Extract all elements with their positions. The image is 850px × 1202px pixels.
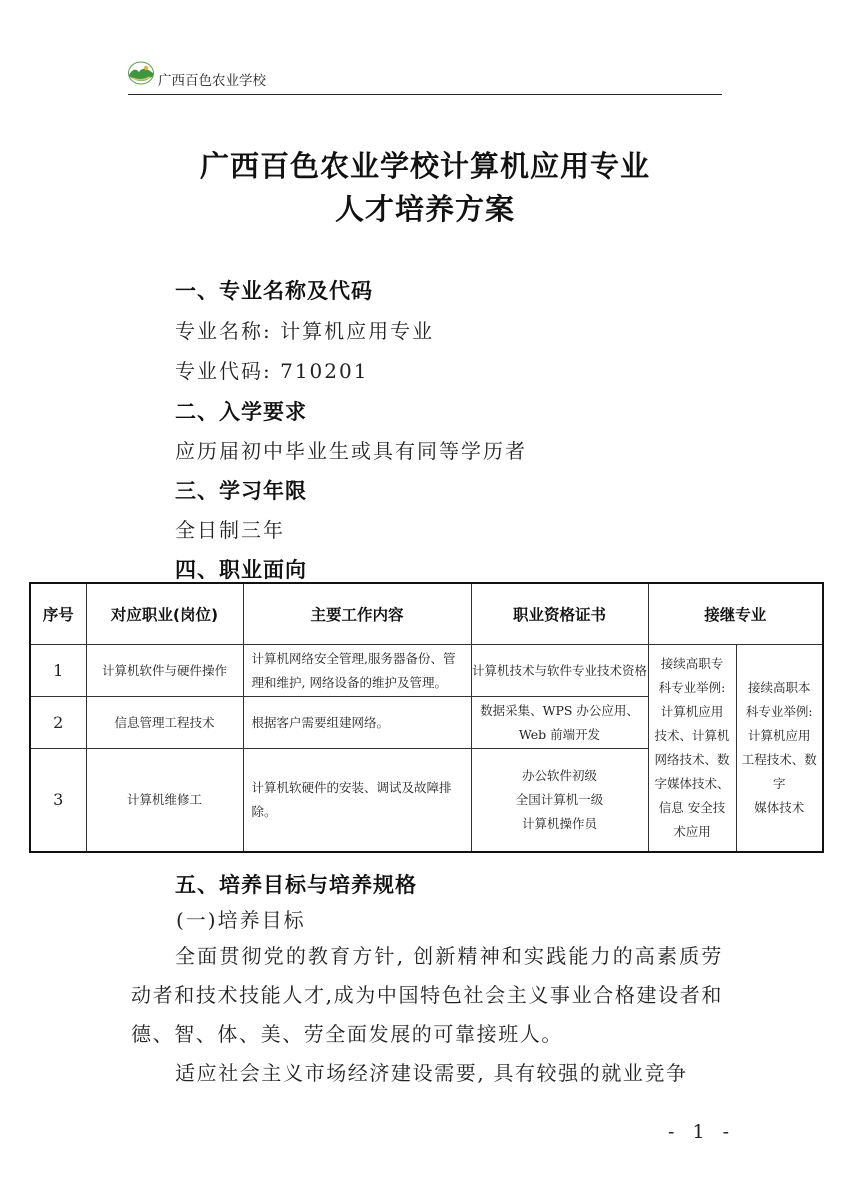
document-title-line2: 人才培养方案 [334,192,515,226]
row-job: 信息管理工程技术 [86,697,243,749]
page-number: - 1 - [668,1121,736,1143]
row-num: 1 [30,645,86,697]
row-content: 计算机网络安全管理,服务器备份、管理和维护, 网络设备的维护及管理。 [243,645,471,697]
header-num: 序号 [30,583,86,645]
successor-gaozhi: 接续高职专 科专业举例: 计算机应用 技术、计算机 网络技术、数 字媒体技术、 信息 安全技 术应用 [648,645,736,852]
section-3-heading: 三、学习年限 [175,479,307,503]
table-row [30,645,823,697]
header-cert: 职业资格证书 [471,583,648,645]
major-name: 专业名称: 计算机应用专业 [175,319,435,343]
row-cert: 办公软件初级 全国计算机一级 计算机操作员 [471,749,648,852]
row-job: 计算机软件与硬件操作 [86,645,243,697]
paragraph-goal: 全面贯彻党的教育方针, 创新精神和实践能力的高素质劳动者和技术技能人才,成为中国特色社会主义事业合格建设者和德、智、体、美、劳全面发展的可靠接班人。 [131,944,723,1046]
header-successor: 接继专业 [648,583,823,645]
row-content: 计算机软硬件的安装、调试及故障排除。 [243,749,471,852]
school-logo-icon [128,60,154,86]
career-table [29,582,824,853]
section-4-heading: 四、职业面向 [175,558,307,582]
row-cert: 数据采集、WPS 办公应用、Web 前端开发 [471,697,648,749]
school-name: 广西百色农业学校 [158,73,266,89]
successor-benke: 接续高职本 科专业举例: 计算机应用 工程技术、数字 媒体技术 [736,645,823,852]
document-title-line1: 广西百色农业学校计算机应用专业 [199,149,650,183]
section-5-heading: 五、培养目标与培养规格 [175,873,417,897]
row-num: 2 [30,697,86,749]
section-2-heading: 二、入学要求 [175,400,307,424]
header-content: 主要工作内容 [243,583,471,645]
row-num: 3 [30,749,86,852]
section-1-heading: 一、专业名称及代码 [175,279,373,303]
major-code: 专业代码: 710201 [175,359,369,383]
row-content: 根据客户需要组建网络。 [243,697,471,749]
study-duration: 全日制三年 [175,518,285,542]
table-header-row [30,583,823,645]
subsection-heading: (一)培养目标 [176,908,306,932]
page-header [128,58,722,95]
admission-requirement: 应历届初中毕业生或具有同等学历者 [175,439,527,463]
paragraph-continued: 适应社会主义市场经济建设需要, 具有较强的就业竞争 [175,1061,688,1085]
row-cert: 计算机技术与软件专业技术资格 [471,645,648,697]
header-job: 对应职业(岗位) [86,583,243,645]
row-job: 计算机维修工 [86,749,243,852]
